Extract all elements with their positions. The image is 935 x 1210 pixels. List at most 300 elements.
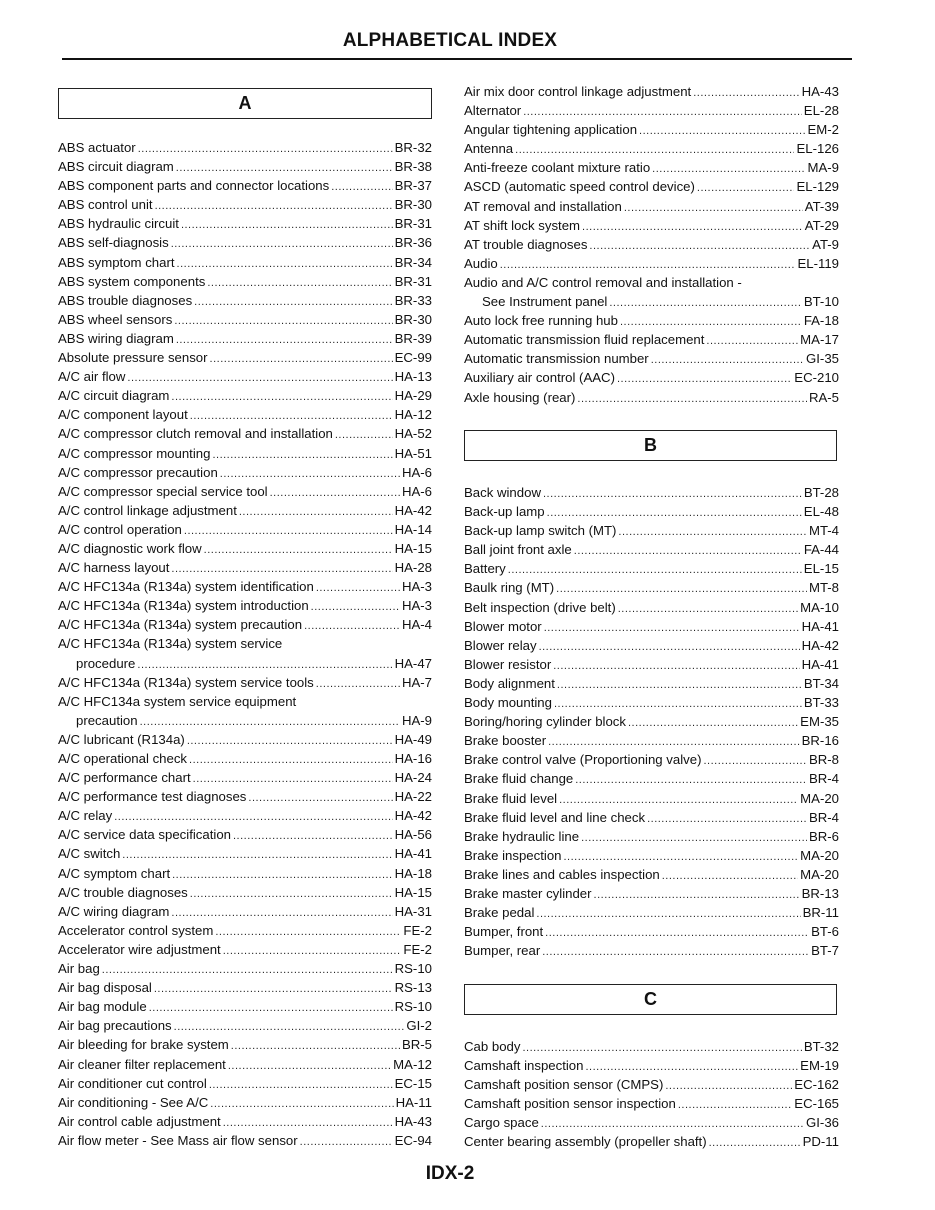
index-entry bbox=[464, 540, 839, 559]
index-entry bbox=[464, 1037, 839, 1056]
dot-leader bbox=[209, 1076, 393, 1095]
dot-leader bbox=[618, 600, 798, 619]
entry-page-ref: BR-6 bbox=[808, 828, 839, 844]
dot-leader bbox=[542, 943, 809, 962]
entry-page-ref: BT-32 bbox=[803, 1039, 839, 1054]
index-entry bbox=[58, 959, 432, 978]
index-entry bbox=[58, 692, 432, 711]
index-list-a-continued bbox=[464, 82, 839, 407]
entry-topic: Accelerator wire adjustment bbox=[58, 941, 221, 957]
index-entry bbox=[464, 578, 839, 597]
entry-page-ref: HA-41 bbox=[801, 618, 839, 634]
entry-topic: A/C HFC134a (R134a) system introduction bbox=[58, 598, 309, 614]
section-letter: C bbox=[644, 989, 657, 1009]
dot-leader bbox=[609, 294, 801, 313]
entry-page-ref: BT-10 bbox=[803, 294, 839, 310]
entry-topic: Brake pedal bbox=[464, 905, 535, 921]
dot-leader bbox=[233, 827, 393, 846]
index-entry bbox=[464, 216, 839, 235]
index-entry bbox=[464, 750, 839, 769]
dot-leader bbox=[194, 293, 392, 312]
entry-topic: A/C service data specification bbox=[58, 827, 231, 843]
dot-leader bbox=[210, 1095, 393, 1114]
index-entry bbox=[58, 157, 432, 176]
entry-page-ref: MA-20 bbox=[800, 790, 839, 806]
entry-page-ref: EC-99 bbox=[394, 350, 432, 366]
entry-topic: ABS control unit bbox=[58, 197, 153, 213]
section-header-a bbox=[58, 88, 432, 119]
entry-page-ref: HA-22 bbox=[394, 789, 432, 805]
entry-page-ref: FE-2 bbox=[403, 941, 432, 957]
entry-page-ref: HA-56 bbox=[394, 827, 432, 843]
entry-topic: Air conditioner cut control bbox=[58, 1075, 207, 1091]
dot-leader bbox=[231, 1037, 400, 1056]
index-entry bbox=[58, 195, 432, 214]
index-entry bbox=[58, 749, 432, 768]
entry-topic: A/C compressor precaution bbox=[58, 464, 218, 480]
dot-leader bbox=[172, 866, 392, 885]
index-entry bbox=[464, 1132, 839, 1151]
index-entry bbox=[464, 598, 839, 617]
entry-topic: Brake inspection bbox=[464, 847, 562, 863]
section-letter: B bbox=[644, 435, 657, 455]
entry-topic: procedure bbox=[76, 655, 136, 671]
entry-page-ref: EL-129 bbox=[796, 179, 839, 195]
index-entry bbox=[58, 310, 432, 329]
entry-page-ref: AT-9 bbox=[812, 236, 839, 252]
entry-page-ref: BR-34 bbox=[394, 254, 432, 270]
index-entry bbox=[464, 273, 839, 292]
index-entry bbox=[464, 903, 839, 922]
entry-topic: Brake hydraulic line bbox=[464, 828, 580, 844]
entry-topic: Angular tightening application bbox=[464, 122, 638, 138]
dot-leader bbox=[149, 999, 393, 1018]
entry-topic: Axle housing (rear) bbox=[464, 389, 576, 405]
entry-page-ref: HA-6 bbox=[401, 464, 432, 480]
entry-topic: AT trouble diagnoses bbox=[464, 236, 588, 252]
dot-leader bbox=[176, 331, 393, 350]
entry-topic: ABS symptom chart bbox=[58, 254, 175, 270]
dot-leader bbox=[582, 218, 803, 237]
index-entry bbox=[58, 940, 432, 959]
index-entry bbox=[464, 349, 839, 368]
index-entry bbox=[464, 197, 839, 216]
index-entry bbox=[58, 654, 432, 673]
dot-leader bbox=[557, 676, 802, 695]
entry-topic: A/C symptom chart bbox=[58, 865, 171, 881]
entry-page-ref: HA-12 bbox=[394, 407, 432, 423]
entry-topic: A/C HFC134a system service equipment bbox=[58, 693, 297, 709]
section-header-b bbox=[464, 430, 837, 461]
entry-page-ref: FA-18 bbox=[803, 313, 839, 329]
index-entry bbox=[58, 444, 432, 463]
index-entry bbox=[58, 825, 432, 844]
entry-page-ref: HA-3 bbox=[401, 579, 432, 595]
entry-topic: A/C performance chart bbox=[58, 770, 191, 786]
entry-page-ref: HA-24 bbox=[394, 770, 432, 786]
entry-topic: Audio bbox=[464, 255, 498, 271]
entry-page-ref: HA-9 bbox=[401, 712, 432, 728]
index-entry bbox=[464, 731, 839, 750]
index-entry bbox=[58, 233, 432, 252]
entry-topic: A/C performance test diagnoses bbox=[58, 789, 247, 805]
entry-topic: A/C component layout bbox=[58, 407, 188, 423]
title-rule bbox=[62, 58, 852, 60]
entry-page-ref: HA-7 bbox=[401, 674, 432, 690]
dot-leader bbox=[171, 388, 392, 407]
entry-page-ref: BR-33 bbox=[394, 292, 432, 308]
dot-leader bbox=[155, 197, 393, 216]
entry-topic: A/C compressor special service tool bbox=[58, 483, 268, 499]
index-entry bbox=[464, 502, 839, 521]
index-entry bbox=[58, 978, 432, 997]
entry-topic: A/C HFC134a (R134a) system service tools bbox=[58, 674, 314, 690]
entry-page-ref: HA-15 bbox=[394, 884, 432, 900]
entry-page-ref: MT-4 bbox=[808, 523, 839, 539]
entry-page-ref: BT-7 bbox=[811, 943, 839, 959]
entry-topic: A/C HFC134a (R134a) system service bbox=[58, 636, 283, 652]
entry-topic: Air cleaner filter replacement bbox=[58, 1056, 226, 1072]
index-entry bbox=[464, 254, 839, 273]
index-entry bbox=[58, 348, 432, 367]
entry-topic: Ball joint front axle bbox=[464, 542, 572, 558]
entry-page-ref: MA-20 bbox=[800, 847, 839, 863]
entry-topic: Brake master cylinder bbox=[464, 885, 592, 901]
dot-leader bbox=[662, 867, 798, 886]
index-entry bbox=[58, 902, 432, 921]
entry-topic: AT removal and installation bbox=[464, 198, 622, 214]
index-entry bbox=[464, 120, 839, 139]
entry-topic: A/C circuit diagram bbox=[58, 388, 170, 404]
entry-topic: ABS self-diagnosis bbox=[58, 235, 169, 251]
index-entry bbox=[464, 388, 839, 407]
entry-page-ref: HA-15 bbox=[394, 540, 432, 556]
entry-page-ref: AT-39 bbox=[804, 198, 839, 214]
dot-leader bbox=[212, 446, 392, 465]
entry-topic: A/C HFC134a (R134a) system precaution bbox=[58, 617, 303, 633]
dot-leader bbox=[154, 980, 393, 999]
index-entry bbox=[464, 139, 839, 158]
entry-page-ref: BR-32 bbox=[394, 140, 432, 155]
index-entry bbox=[464, 712, 839, 731]
dot-leader bbox=[316, 675, 400, 694]
entry-topic: A/C wiring diagram bbox=[58, 903, 170, 919]
index-entry bbox=[58, 1131, 432, 1150]
entry-topic: ABS system components bbox=[58, 273, 206, 289]
dot-leader bbox=[207, 274, 392, 293]
entry-page-ref: BR-30 bbox=[394, 311, 432, 327]
entry-topic: Air bag bbox=[58, 961, 100, 977]
dot-leader bbox=[190, 885, 393, 904]
entry-page-ref: FE-2 bbox=[403, 922, 432, 938]
entry-topic: Bumper, rear bbox=[464, 943, 541, 959]
entry-topic: A/C trouble diagnoses bbox=[58, 884, 188, 900]
entry-topic: A/C diagnostic work flow bbox=[58, 540, 202, 556]
entry-topic: Back window bbox=[464, 485, 541, 500]
dot-leader bbox=[187, 732, 393, 751]
dot-leader bbox=[544, 619, 800, 638]
dot-leader bbox=[618, 523, 807, 542]
dot-leader bbox=[174, 312, 392, 331]
index-entry bbox=[58, 176, 432, 195]
dot-leader bbox=[189, 751, 393, 770]
entry-topic: ABS wiring diagram bbox=[58, 330, 174, 346]
entry-page-ref: BR-31 bbox=[394, 216, 432, 232]
entry-page-ref: MA-12 bbox=[393, 1056, 432, 1072]
index-entry bbox=[58, 1035, 432, 1054]
entry-page-ref: GI-35 bbox=[806, 351, 839, 367]
index-list-c bbox=[464, 1037, 839, 1152]
index-entry bbox=[58, 558, 432, 577]
entry-topic: Body alignment bbox=[464, 675, 555, 691]
index-entry bbox=[464, 884, 839, 903]
dot-leader bbox=[589, 237, 810, 256]
dot-leader bbox=[543, 485, 802, 504]
dot-leader bbox=[223, 942, 402, 961]
entry-topic: A/C control linkage adjustment bbox=[58, 502, 237, 518]
index-entry bbox=[464, 636, 839, 655]
entry-page-ref: EM-35 bbox=[800, 714, 839, 730]
section-header-c bbox=[464, 984, 837, 1015]
index-entry bbox=[58, 138, 432, 157]
entry-topic: Camshaft position sensor (CMPS) bbox=[464, 1077, 664, 1093]
index-entry bbox=[464, 1056, 839, 1075]
index-entry bbox=[464, 922, 839, 941]
index-entry bbox=[58, 615, 432, 634]
entry-topic: Body mounting bbox=[464, 695, 552, 711]
entry-page-ref: HA-6 bbox=[401, 483, 432, 499]
index-entry bbox=[464, 655, 839, 674]
dot-leader bbox=[628, 714, 798, 733]
dot-leader bbox=[335, 426, 393, 445]
dot-leader bbox=[709, 1134, 801, 1153]
index-entry bbox=[58, 997, 432, 1016]
entry-topic: Absolute pressure sensor bbox=[58, 350, 208, 366]
entry-page-ref: HA-42 bbox=[394, 808, 432, 824]
index-entry bbox=[464, 330, 839, 349]
dot-leader bbox=[228, 1057, 391, 1076]
entry-page-ref: BT-28 bbox=[803, 485, 839, 500]
entry-page-ref: HA-4 bbox=[401, 617, 432, 633]
entry-topic: A/C control operation bbox=[58, 521, 182, 537]
section-letter: A bbox=[238, 93, 252, 113]
entry-page-ref: RS-10 bbox=[394, 961, 432, 977]
entry-topic: Accelerator control system bbox=[58, 922, 214, 938]
entry-page-ref: HA-18 bbox=[394, 865, 432, 881]
dot-leader bbox=[270, 484, 400, 503]
dot-leader bbox=[138, 140, 393, 159]
dot-leader bbox=[204, 541, 393, 560]
index-entry bbox=[58, 329, 432, 348]
index-list-b bbox=[464, 483, 839, 960]
entry-page-ref: BR-4 bbox=[808, 771, 839, 787]
index-entry bbox=[58, 291, 432, 310]
index-entry bbox=[58, 768, 432, 787]
dot-leader bbox=[311, 598, 400, 617]
entry-page-ref: BR-37 bbox=[394, 178, 432, 194]
entry-page-ref: BR-5 bbox=[401, 1037, 432, 1053]
index-entry bbox=[58, 520, 432, 539]
index-entry bbox=[58, 711, 432, 730]
entry-page-ref: BR-4 bbox=[808, 809, 839, 825]
dot-leader bbox=[553, 657, 799, 676]
dot-leader bbox=[539, 638, 800, 657]
entry-page-ref: BR-30 bbox=[394, 197, 432, 213]
entry-topic: A/C compressor clutch removal and installation bbox=[58, 426, 333, 442]
index-entry bbox=[58, 272, 432, 291]
entry-topic: Cab body bbox=[464, 1039, 521, 1054]
entry-page-ref: EL-126 bbox=[796, 141, 839, 157]
index-entry bbox=[58, 405, 432, 424]
entry-page-ref: GI-36 bbox=[806, 1115, 839, 1131]
index-entry bbox=[464, 483, 839, 502]
entry-topic: Brake fluid level and line check bbox=[464, 809, 646, 825]
index-entry bbox=[464, 808, 839, 827]
index-entry bbox=[58, 596, 432, 615]
entry-topic: Air flow meter - See Mass air flow sensor bbox=[58, 1132, 298, 1148]
dot-leader bbox=[704, 752, 807, 771]
index-entry bbox=[464, 865, 839, 884]
entry-page-ref: BR-13 bbox=[801, 885, 839, 901]
entry-page-ref: EC-94 bbox=[394, 1132, 432, 1148]
entry-page-ref: EC-165 bbox=[794, 1096, 839, 1112]
entry-page-ref: HA-42 bbox=[801, 637, 839, 653]
entry-topic: ABS circuit diagram bbox=[58, 159, 174, 175]
index-entry bbox=[464, 368, 839, 387]
page-number: IDX-2 bbox=[425, 1163, 475, 1184]
dot-leader bbox=[210, 350, 393, 369]
entry-page-ref: EM-2 bbox=[807, 122, 839, 138]
index-entry bbox=[58, 253, 432, 272]
entry-topic: See Instrument panel bbox=[482, 294, 608, 310]
entry-page-ref: AT-29 bbox=[804, 217, 839, 233]
index-entry bbox=[464, 559, 839, 578]
entry-topic: Air control cable adjustment bbox=[58, 1113, 221, 1129]
entry-page-ref: RS-13 bbox=[394, 980, 432, 996]
index-list-a bbox=[58, 138, 432, 1150]
entry-topic: Brake fluid change bbox=[464, 771, 574, 787]
dot-leader bbox=[316, 579, 400, 598]
entry-topic: Belt inspection (drive belt) bbox=[464, 599, 616, 615]
index-entry bbox=[58, 864, 432, 883]
entry-topic: Baulk ring (MT) bbox=[464, 580, 555, 596]
dot-leader bbox=[594, 886, 800, 905]
entry-topic: A/C HFC134a (R134a) system identification bbox=[58, 579, 314, 595]
index-entry bbox=[58, 424, 432, 443]
index-entry bbox=[464, 82, 839, 101]
entry-page-ref: HA-47 bbox=[394, 655, 432, 671]
entry-topic: Brake booster bbox=[464, 733, 547, 749]
entry-topic: Brake fluid level bbox=[464, 790, 558, 806]
dot-leader bbox=[581, 829, 807, 848]
entry-topic: Anti-freeze coolant mixture ratio bbox=[464, 160, 651, 176]
index-entry bbox=[58, 501, 432, 520]
entry-topic: Camshaft inspection bbox=[464, 1058, 584, 1074]
entry-topic: A/C lubricant (R134a) bbox=[58, 731, 185, 747]
index-entry bbox=[464, 292, 839, 311]
index-entry bbox=[58, 539, 432, 558]
dot-leader bbox=[639, 122, 805, 141]
entry-topic: Cargo space bbox=[464, 1115, 539, 1131]
index-entry bbox=[464, 1094, 839, 1113]
index-entry bbox=[58, 844, 432, 863]
index-entry bbox=[464, 941, 839, 960]
entry-page-ref: HA-13 bbox=[394, 369, 432, 385]
dot-leader bbox=[706, 332, 798, 351]
dot-leader bbox=[181, 216, 393, 235]
dot-leader bbox=[693, 84, 799, 103]
entry-page-ref: HA-52 bbox=[394, 426, 432, 442]
entry-page-ref: EL-15 bbox=[803, 561, 839, 577]
index-entry bbox=[464, 235, 839, 254]
index-entry bbox=[58, 386, 432, 405]
index-entry bbox=[58, 883, 432, 902]
dot-leader bbox=[647, 810, 807, 829]
entry-topic: Brake lines and cables inspection bbox=[464, 866, 660, 882]
dot-leader bbox=[184, 522, 393, 541]
entry-topic: Auto lock free running hub bbox=[464, 313, 618, 329]
dot-leader bbox=[545, 924, 809, 943]
index-entry bbox=[464, 846, 839, 865]
index-entry bbox=[58, 921, 432, 940]
index-entry bbox=[58, 1112, 432, 1131]
entry-topic: A/C harness layout bbox=[58, 560, 170, 576]
entry-page-ref: BR-38 bbox=[394, 159, 432, 175]
entry-topic: A/C switch bbox=[58, 846, 121, 862]
entry-page-ref: BT-33 bbox=[803, 695, 839, 711]
index-entry bbox=[464, 693, 839, 712]
entry-topic: Battery bbox=[464, 561, 506, 577]
dot-leader bbox=[617, 370, 792, 389]
entry-page-ref: MT-8 bbox=[808, 580, 839, 596]
entry-page-ref: BR-16 bbox=[801, 733, 839, 749]
entry-page-ref: MA-20 bbox=[800, 866, 839, 882]
entry-page-ref: EM-19 bbox=[800, 1058, 839, 1074]
entry-topic: Audio and A/C control removal and installation - bbox=[464, 274, 742, 290]
dot-leader bbox=[665, 1077, 792, 1096]
entry-page-ref: EC-210 bbox=[794, 370, 839, 386]
entry-topic: Blower resistor bbox=[464, 656, 552, 672]
dot-leader bbox=[239, 503, 393, 522]
index-entry bbox=[58, 1055, 432, 1074]
entry-topic: ABS wheel sensors bbox=[58, 311, 173, 327]
entry-page-ref: HA-14 bbox=[394, 521, 432, 537]
entry-page-ref: FA-44 bbox=[803, 542, 839, 558]
dot-leader bbox=[177, 255, 393, 274]
entry-topic: Air mix door control linkage adjustment bbox=[464, 84, 692, 99]
entry-page-ref: HA-41 bbox=[801, 656, 839, 672]
index-entry bbox=[58, 730, 432, 749]
index-entry bbox=[58, 806, 432, 825]
entry-page-ref: MA-10 bbox=[800, 599, 839, 615]
dot-leader bbox=[651, 351, 804, 370]
entry-page-ref: GI-2 bbox=[406, 1018, 432, 1034]
index-entry bbox=[58, 577, 432, 596]
entry-page-ref: HA-51 bbox=[394, 445, 432, 461]
entry-page-ref: MA-17 bbox=[800, 332, 839, 348]
entry-topic: Boring/horing cylinder block bbox=[464, 714, 626, 730]
entry-topic: Air bag module bbox=[58, 999, 147, 1015]
entry-topic: Bumper, front bbox=[464, 924, 544, 940]
entry-page-ref: EL-28 bbox=[803, 103, 839, 119]
dot-leader bbox=[331, 178, 392, 197]
entry-topic: Back-up lamp switch (MT) bbox=[464, 523, 617, 539]
entry-topic: ABS actuator bbox=[58, 140, 136, 155]
index-entry bbox=[58, 463, 432, 482]
entry-page-ref: EC-15 bbox=[394, 1075, 432, 1091]
entry-page-ref: HA-49 bbox=[394, 731, 432, 747]
index-entry bbox=[464, 1075, 839, 1094]
